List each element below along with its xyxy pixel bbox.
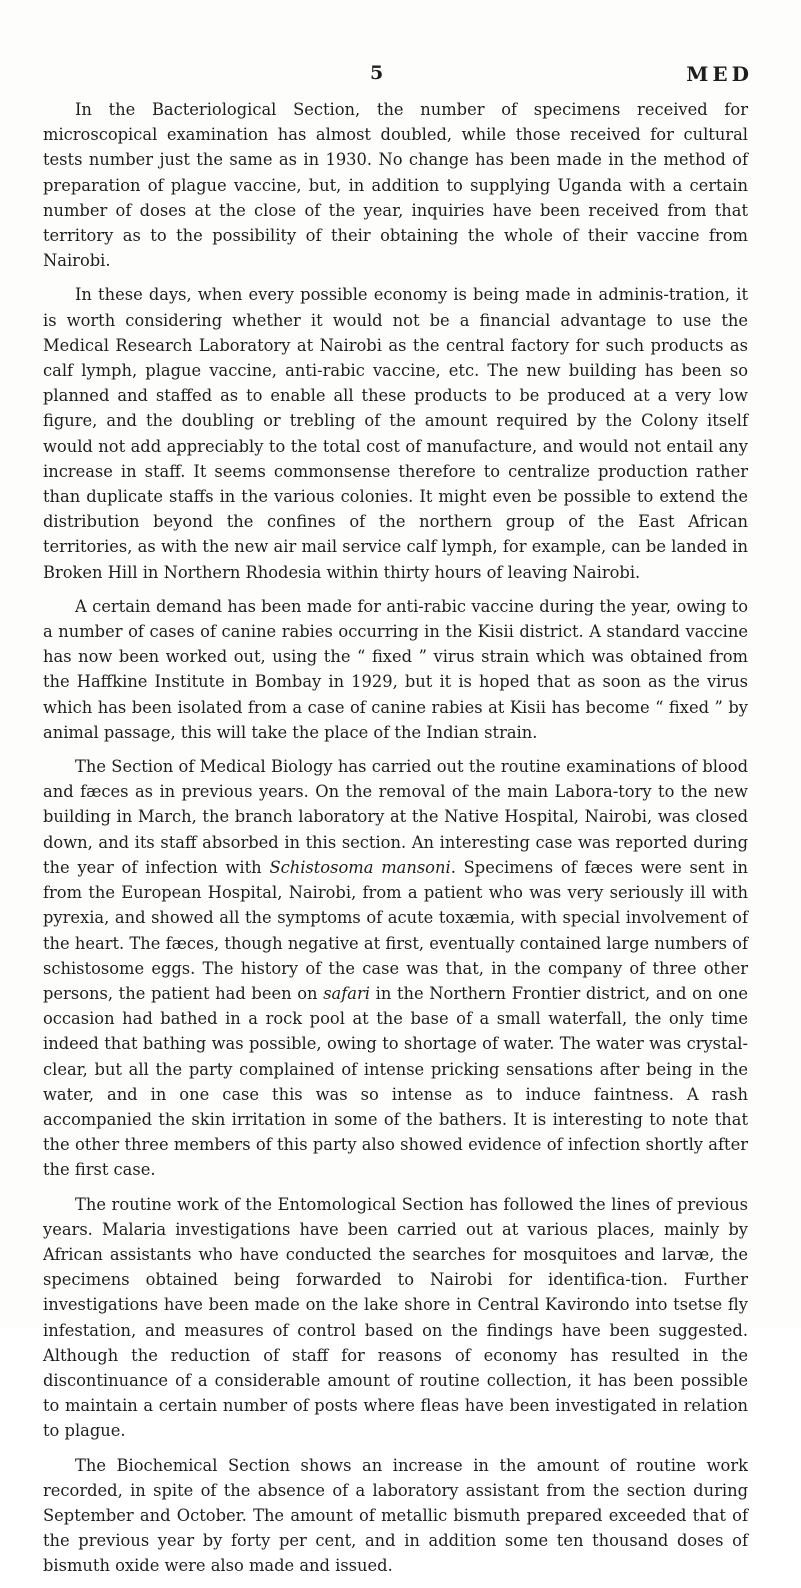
paragraph-anti-rabic xyxy=(43,594,748,745)
text-run: The Biochemical Section shows an increase in the amount of routine work recorded, in spite of the absence of a laboratory assistant from the section during September and October. The amount of metallic bismuth prepared exceeded that of the previous year by forty per cent, and in addition some ten thousand doses of bismuth oxide were also made and issued. xyxy=(43,1455,748,1576)
body-text xyxy=(43,97,748,1588)
text-run: In the Bacteriological Section, the number of specimens received for microscopical examination has almost doubled, while those received for cultural tests number just the same as in 1930. No change has been made in the method of preparation of plague vaccine, but, in addition to supplying Uganda with a certain number of doses at the close of the year, inquiries have been received from that territory as to the possibility of their obtaining the whole of their vaccine from Nairobi. xyxy=(43,100,748,271)
paragraph-entomological xyxy=(43,1192,748,1444)
italic-text-run: Schistosoma mansoni xyxy=(269,857,451,877)
text-run: in the Northern Frontier district, and on one occasion had bathed in a rock pool at the base of a small waterfall, the only time indeed that bathing was possible, owing to shortage of water. The water was crystal-clear, but all the party complained of intense pricking sensations after being in the water, and in one case this was so intense as to induce faintness. A rash accompanied the skin irritation in some of the bathers. It is interesting to note that the other three members of this party also showed evidence of infection shortly after the first case. xyxy=(43,983,748,1180)
paragraph-economy xyxy=(43,282,748,584)
running-head: MED xyxy=(686,62,753,86)
text-run: A certain demand has been made for anti-rabic vaccine during the year, owing to a number of cases of canine rabies occurring in the Kisii district. A standard vaccine has now been worked out, using the “ fixed ” virus strain which was obtained from the Haffkine Institute in Bombay in 1929, but it is hoped that as soon as the virus which has been isolated from a case of canine rabies at Kisii has become “ fixed ” by animal passage, this will take the place of the Indian strain. xyxy=(43,596,748,742)
page-number: 5 xyxy=(370,62,385,84)
text-run: The routine work of the Entomological Section has followed the lines of previous years. Malaria investigations have been carried out at various places, mainly by African assistants who have conducted the searches for mosquitoes and larvæ, the specimens obtained being forwarded to Nairobi for identifica-tion. Further investigations have been made on the lake shore in Central Kavirondo into tsetse fly infestation, and measures of control based on the findings have been suggested. Although the reduction of staff for reasons of economy has resulted in the discontinuance of a considerable amount of routine collection, it has been possible to maintain a certain number of posts where fleas have been investigated in relation to plague. xyxy=(43,1194,748,1441)
paragraph-biochemical xyxy=(43,1453,748,1579)
text-run: The Section of Medical Biology has carried out the routine examinations of blood and fæces as in previous years. On the removal of the main Labora-tory to the new building in March, the branch laboratory at the Native Hospital, Nairobi, was closed down, and its staff absorbed in this section. An interesting case was reported during the year of infection with xyxy=(43,757,748,877)
text-run: . Specimens of fæces were sent in from the European Hospital, Nairobi, from a patient who was very seriously ill with pyrexia, and showed all the symptoms of acute toxæmia, with special involvement of the heart. The fæces, though negative at first, eventually contained large numbers of schistosome eggs. The history of the case was that, in the company of three other persons, the patient had been on xyxy=(43,857,749,1003)
text-run: In these days, when every possible economy is being made in adminis-tration, it is worth considering whether it would not be a financial advantage to use the Medical Research Laboratory at Nairobi as the central factory for such products as calf lymph, plague vaccine, anti-rabic vaccine, etc. The new building has been so planned and staffed as to enable all these products to be produced at a very low figure, and the doubling or trebling of the amount required by the Colony itself would not add appreciably to the total cost of manufacture, and would not entail any increase in staff. It seems commonsense therefore to centralize production rather than duplicate staffs in the various colonies. It might even be possible to extend the distribution beyond the confines of the northern group of the East African territories, as with the new air mail service calf lymph, for example, can be landed in Broken Hill in Northern Rhodesia within thirty hours of leaving Nairobi. xyxy=(43,285,748,582)
paragraph-medical-biology xyxy=(43,754,748,1182)
italic-text-run: safari xyxy=(323,983,370,1003)
paragraph-bacteriological xyxy=(43,97,748,273)
